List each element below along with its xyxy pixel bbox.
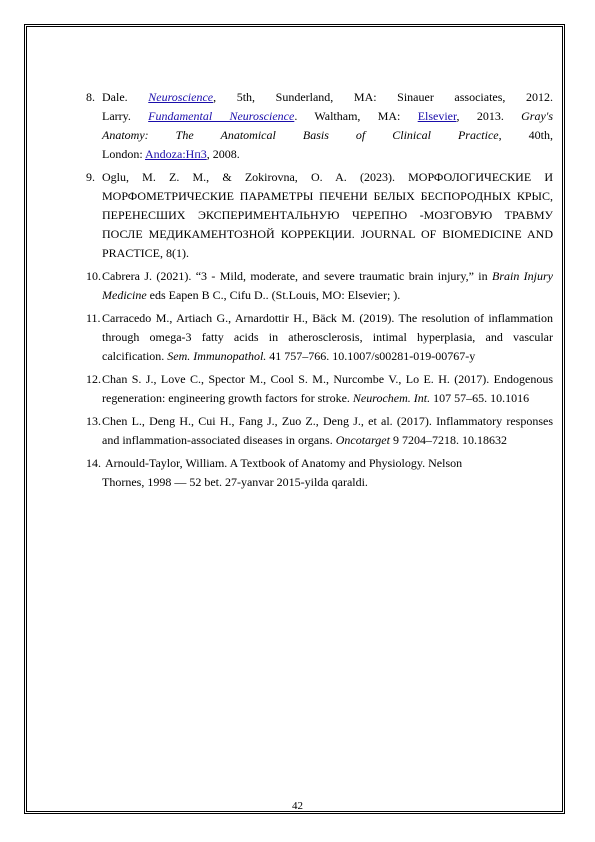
ref-text: 107 57–65. 10.1016 [433,391,530,405]
link-elsevier[interactable]: Elsevier [417,109,457,123]
reference-8 [86,88,553,164]
reference-9 [86,168,553,263]
ref-text: Carracedo M., Artiach G., Arnardottir H., Bäck M. (2019). The resolution of inflammation through omega-3 fatty acids in atherosclerosis, intimal hyperplasia, and vascular calcification. [102,311,553,363]
link-neuroscience[interactable]: Neuroscience [148,90,214,104]
ref-text: , 40th, [498,128,553,142]
ref-text: London: [102,147,143,161]
reference-12 [86,370,553,408]
ref-text: 41 757–766. 10.1007/s00281-019-00767-y [269,349,476,363]
ref-italic: Oncotarget [335,433,390,447]
ref-text: , 5th, Sunderland, MA: Sinauer associates, 2012. [213,90,553,104]
reference-number: 12. [86,372,101,386]
reference-list [86,88,553,496]
ref-text: Cabrera J. (2021). “3 - Mild, moderate, and severe traumatic brain injury,” in [102,269,488,283]
ref-italic: Brain Injury Medicine [102,269,554,302]
ref-text: , 2008. [206,147,240,161]
link-andoza[interactable]: Andoza:Нп3 [145,147,207,161]
ref-text: 9 7204–7218. 10.18632 [392,433,507,447]
reference-number: 13. [86,414,101,428]
reference-10 [86,267,553,305]
reference-number: 9. [86,170,95,184]
ref-text: eds Eapen B C., Cifu D.. (St.Louis, MO: Elsevier; ). [149,288,401,302]
reference-number: 11. [86,311,101,325]
ref-italic: Anatomy: The Anatomical Basis of Clinical Practice [102,128,499,142]
reference-number: 14. [86,456,101,470]
ref-text: Chan S. J., Love C., Spector M., Cool S. M., Nurcombe V., Lo E. H. (2017). Endogenous regeneration: engineering growth factors for stroke. [102,372,553,405]
ref-text: Oglu, M. Z. M., & Zokirovna, O. A. (2023). МОРФОЛОГИЧЕСКИЕ И МОРФОМЕТРИЧЕСКИЕ ПАРАМЕТРЫ ПЕЧЕНИ БЕЛЫХ БЕСПОРОДНЫХ КРЫС, ПЕРЕНЕСШИХ ЭКСПЕРИМЕНТАЛЬНУЮ ЧЕРЕПНО -МОЗГОВУЮ ТРАВМУ ПОСЛЕ МЕДИКАМЕНТОЗНОЙ КОРРЕКЦИИ. JOURNAL OF BIOMEDICINE AND PRACTICE, 8(1). [102,170,553,260]
ref-text: Dale. [102,90,128,104]
ref-text: Larry. [102,109,131,123]
reference-11 [86,309,553,366]
ref-italic: Gray's [521,109,554,123]
reference-number: 10. [86,269,101,283]
reference-13 [86,412,553,450]
link-fundamental-neuroscience[interactable]: Fundamental Neuroscience [148,109,295,123]
ref-text: Thornes, 1998 — 52 bet. 27-yanvar 2015-yilda qaraldi. [102,475,368,489]
ref-text: Chen L., Deng H., Cui H., Fang J., Zuo Z., Deng J., et al. (2017). Inflammatory responses and inflammation-associated diseases in organs. [102,414,553,447]
ref-italic: Neurochem. Int. [352,391,431,405]
ref-text: . Waltham, MA: [294,109,401,123]
page-number: 42 [292,800,303,812]
reference-14 [86,454,553,492]
reference-number: 8. [86,90,95,104]
ref-italic: Sem. Immunopathol. [167,349,267,363]
ref-text: Arnould-Taylor, William. A Textbook of Anatomy and Physiology. Nelson [105,456,463,470]
ref-text: , 2013. [456,109,504,123]
